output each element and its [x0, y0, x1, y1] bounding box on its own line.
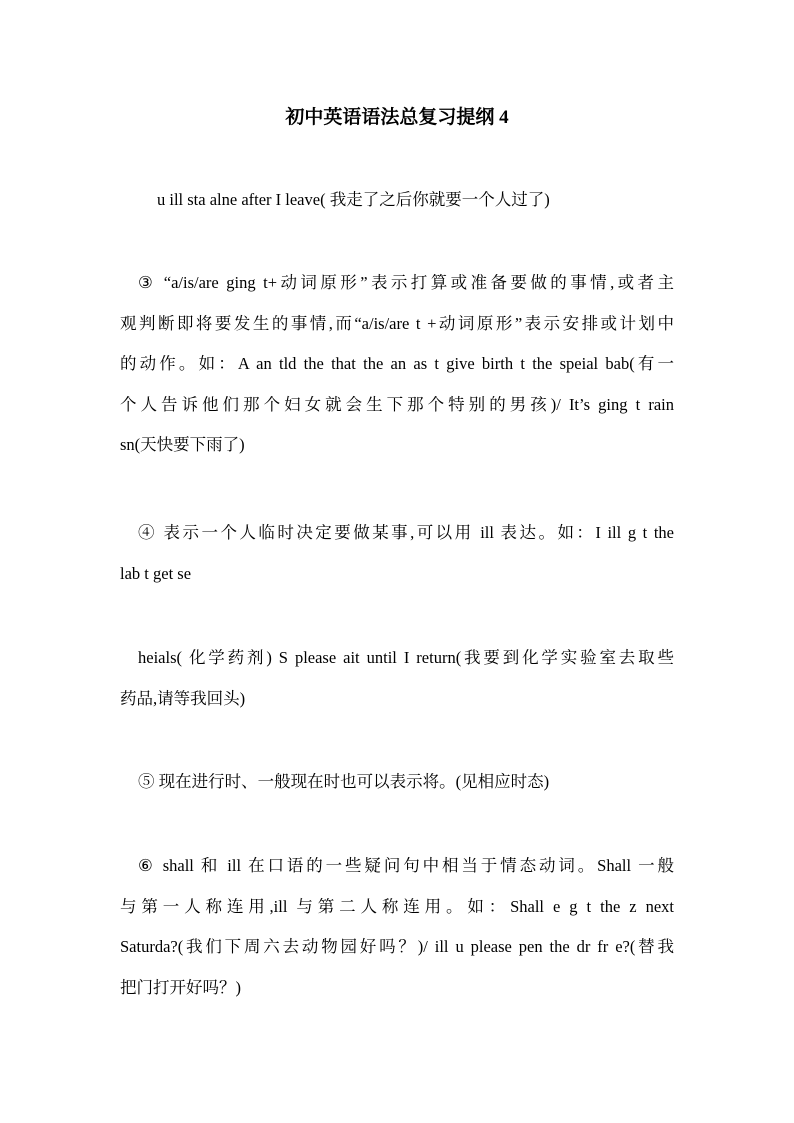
text-line: sn(天快要下雨了)	[120, 435, 245, 454]
paragraph-item-4-continued	[120, 638, 674, 719]
paragraph-item-6	[120, 846, 674, 1008]
text-line: 药品,请等我回头)	[120, 688, 246, 708]
paragraph-item-3	[120, 263, 674, 466]
text-line: ③ “a/is/are ging t+动词原形”表示打算或准备要做的事情,或者主	[138, 273, 674, 292]
text-line: u ill sta alne after I leave( 我走了之后你就要一个人过了)	[157, 190, 550, 209]
text-line: ④ 表示一个人临时决定要做某事,可以用 ill 表达。如：I ill g t the	[138, 523, 674, 542]
text-line: 与第一人称连用,ill 与第二人称连用。如：Shall e g t the z next	[120, 896, 674, 916]
text-line: 个人告诉他们那个妇女就会生下那个特别的男孩)/ It’s ging t rain	[120, 394, 674, 414]
text-line: ⑤ 现在进行时、一般现在时也可以表示将。(见相应时态)	[138, 772, 550, 791]
text-line: ⑥ shall 和 ill 在口语的一些疑问句中相当于情态动词。Shall 一般	[138, 856, 674, 875]
text-line: 的动作。如：A an tld the that the an as t give birth t the speial bab(有一	[120, 354, 674, 373]
document-title: 初中英语语法总复习提纲 4	[285, 107, 509, 128]
text-line: 把门打开好吗？)	[120, 977, 241, 997]
text-line: lab t get se	[120, 563, 192, 583]
text-line: 观判断即将要发生的事情,而“a/is/are t +动词原形”表示安排或计划中	[120, 313, 674, 333]
text-line: heials( 化学药剂) S please ait until I return(我要到化学实验室去取些	[138, 648, 674, 667]
text-line: Saturda?(我们下周六去动物园好吗？)/ ill u please pen the dr fr e?(替我	[120, 937, 674, 956]
paragraph-item-4	[120, 513, 674, 594]
paragraph-intro	[157, 180, 677, 221]
paragraph-item-5	[120, 762, 674, 803]
